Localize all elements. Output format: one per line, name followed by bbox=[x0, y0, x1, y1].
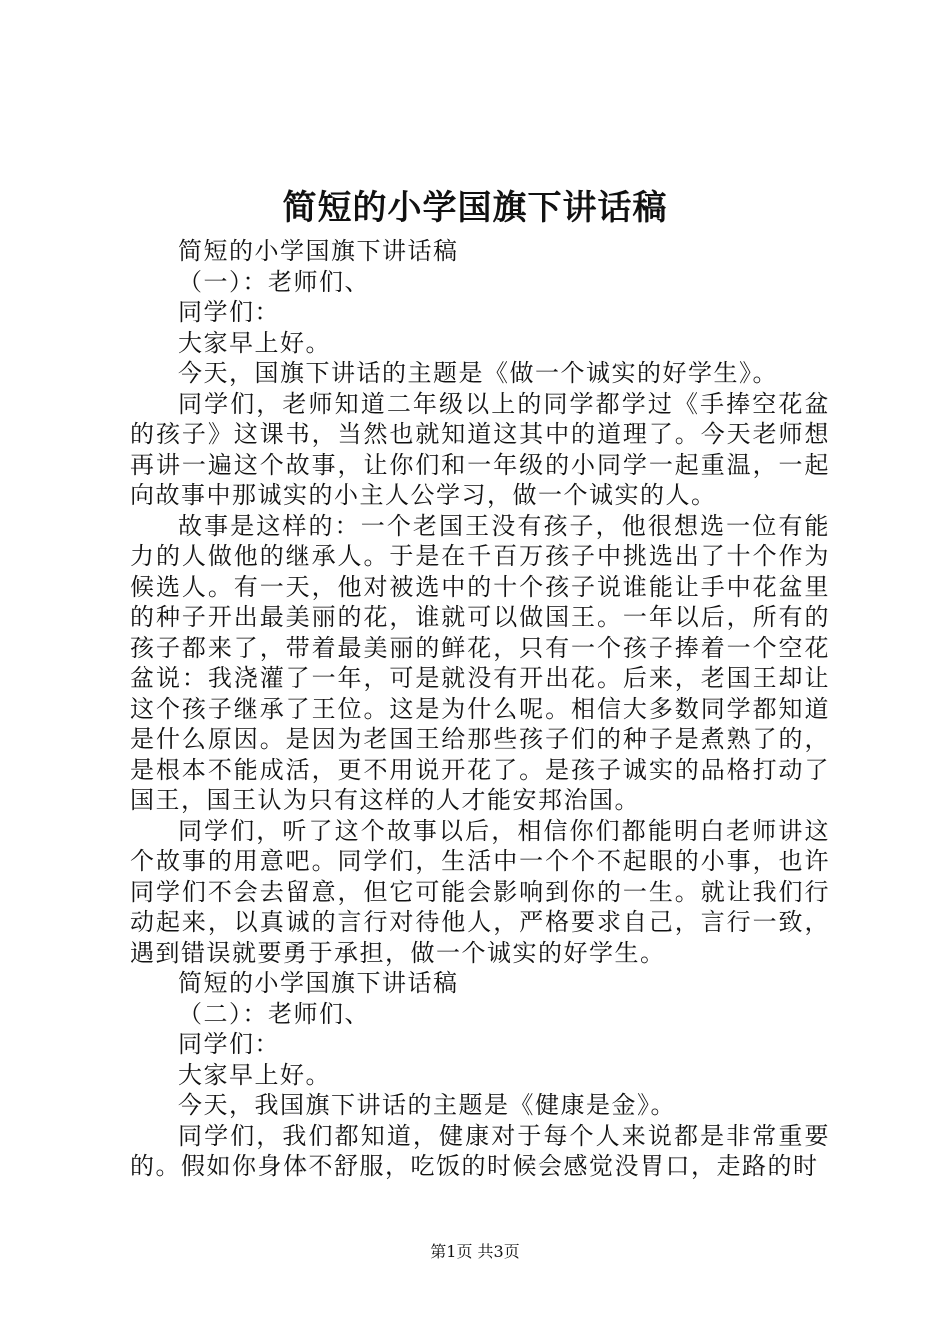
paragraph: 故事是这样的：一个老国王没有孩子，他很想选一位有能力的人做他的继承人。于是在千百万孩子中挑选出了十个作为候选人。有一天，他对被选中的十个孩子说谁能让手中花盆里的种子开出最美丽的花，谁就可以做国王。一年以后，所有的孩子都来了，带着最美丽的鲜花，只有一个孩子捧着一个空花盆说：我浇灌了一年，可是就没有开出花。后来，老国王却让这个孩子继承了王位。这是为什么呢。相信大多数同学都知道是什么原因。是因为老国王给那些孩子们的种子是煮熟了的，是根本不能成活，更不用说开花了。是孩子诚实的品格打动了国王，国王认为只有这样的人才能安邦治国。 bbox=[130, 511, 830, 814]
paragraph: 今天，国旗下讲话的主题是《做一个诚实的好学生》。 bbox=[178, 359, 778, 387]
document-title: 简短的小学国旗下讲话稿 bbox=[282, 188, 668, 228]
document-body bbox=[130, 236, 830, 1182]
paragraph: 同学们： bbox=[178, 298, 280, 326]
paragraph: 同学们： bbox=[178, 1030, 280, 1058]
paragraph: 简短的小学国旗下讲话稿 bbox=[178, 237, 459, 265]
paragraph: 大家早上好。 bbox=[178, 328, 331, 357]
paragraph: 同学们，听了这个故事以后，相信你们都能明白老师讲这个故事的用意吧。同学们，生活中一个个不起眼的小事，也许同学们不会去留意，但它可能会影响到你的一生。就让我们行动起来，以真诚的言行对待他人，严格要求自己，言行一致，遇到错误就要勇于承担，做一个诚实的好学生。 bbox=[130, 816, 830, 967]
paragraph: 今天，我国旗下讲话的主题是《健康是金》。 bbox=[178, 1091, 676, 1119]
paragraph: 同学们，我们都知道，健康对于每个人来说都是非常重要的。假如你身体不舒服，吃饭的时候会感觉没胃口，走路的时 bbox=[130, 1121, 830, 1180]
paragraph: 同学们，老师知道二年级以上的同学都学过《手捧空花盆的孩子》这课书，当然也就知道这其中的道理了。今天老师想再讲一遍这个故事，让你们和一年级的小同学一起重温，一起向故事中那诚实的小主人公学习，做一个诚实的人。 bbox=[130, 389, 830, 509]
paragraph: （一）：老师们、 bbox=[178, 267, 370, 296]
paragraph: 大家早上好。 bbox=[178, 1060, 331, 1089]
page-footer: 第1页 共3页 bbox=[430, 1242, 520, 1261]
paragraph: 简短的小学国旗下讲话稿 bbox=[178, 969, 459, 997]
paragraph: （二）：老师们、 bbox=[178, 999, 370, 1028]
